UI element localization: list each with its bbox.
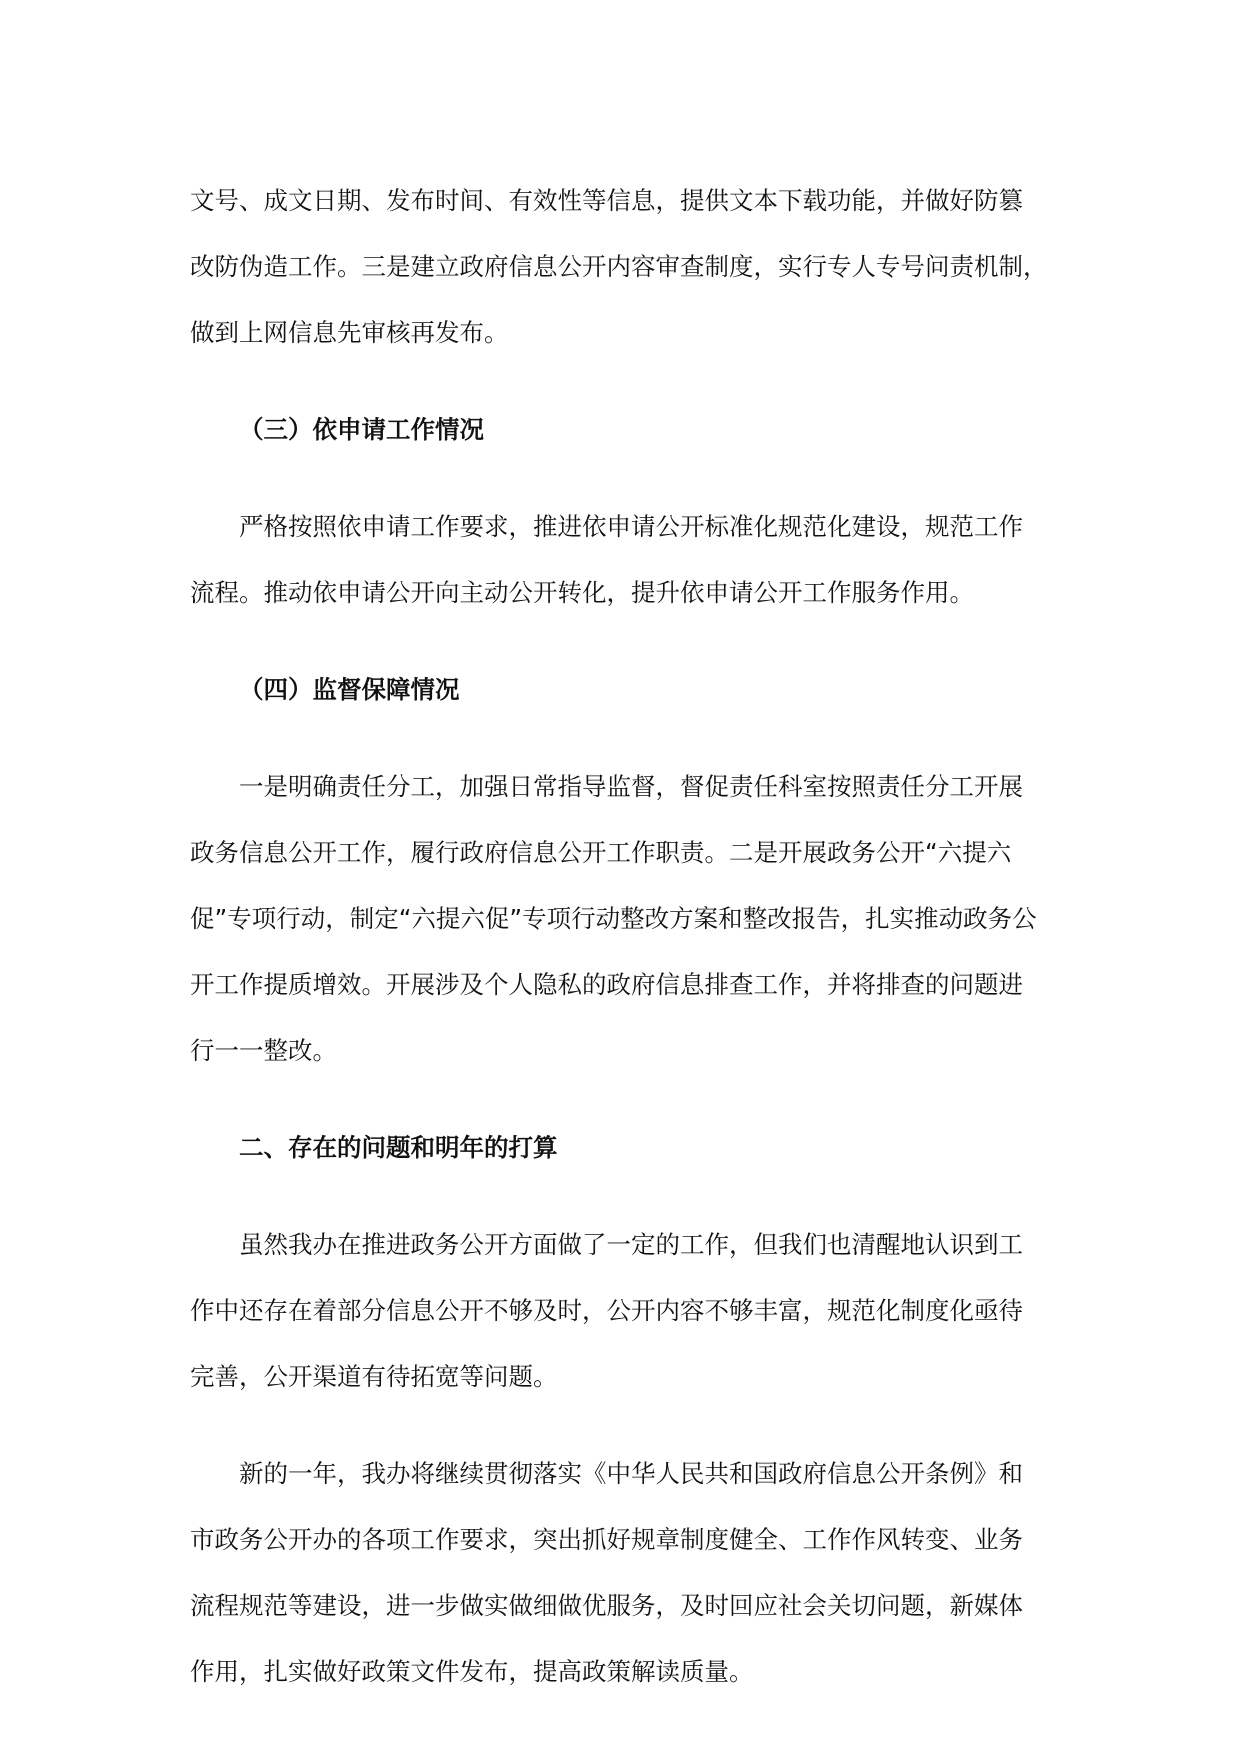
section-heading-application: （三）依申请工作情况 xyxy=(239,415,484,444)
text-line: 作用，扎实做好政策文件发布，提高政策解读质量。 xyxy=(190,1657,754,1686)
paragraph-application xyxy=(190,494,1060,626)
section-heading-problems-plans: 二、存在的问题和明年的打算 xyxy=(239,1133,558,1162)
text-line: 新的一年，我办将继续贯彻落实《中华人民共和国政府信息公开条例》和 xyxy=(239,1459,1023,1488)
text-line: 流程规范等建设，进一步做实做细做优服务，及时回应社会关切问题，新媒体 xyxy=(190,1591,1023,1620)
section-heading-supervision: （四）监督保障情况 xyxy=(239,675,460,704)
text-line: 一是明确责任分工，加强日常指导监督，督促责任科室按照责任分工开展 xyxy=(239,772,1023,801)
text-line: 流程。推动依申请公开向主动公开转化，提升依申请公开工作服务作用。 xyxy=(190,578,974,607)
paragraph-continued xyxy=(190,168,1060,366)
text-line: 严格按照依申请工作要求，推进依申请公开标准化规范化建设，规范工作 xyxy=(239,512,1023,541)
text-line: 改防伪造工作。三是建立政府信息公开内容审查制度，实行专人专号问责机制， xyxy=(190,252,1048,281)
paragraph-problems xyxy=(190,1212,1060,1410)
text-line: 政务信息公开工作，履行政府信息公开工作职责。二是开展政务公开“六提六 xyxy=(190,838,1012,867)
text-line: 作中还存在着部分信息公开不够及时，公开内容不够丰富，规范化制度化亟待 xyxy=(190,1296,1023,1325)
document-body xyxy=(190,168,1060,1736)
text-line: 做到上网信息先审核再发布。 xyxy=(190,318,509,347)
paragraph-plans xyxy=(190,1441,1060,1705)
text-line: 促”专项行动，制定“六提六促”专项行动整改方案和整改报告，扎实推动政务公 xyxy=(190,904,1037,933)
text-line: 虽然我办在推进政务公开方面做了一定的工作，但我们也清醒地认识到工 xyxy=(239,1230,1023,1259)
paragraph-supervision xyxy=(190,754,1060,1084)
text-line: 开工作提质增效。开展涉及个人隐私的政府信息排查工作，并将排查的问题进 xyxy=(190,970,1023,999)
text-line: 行一一整改。 xyxy=(190,1036,337,1065)
text-line: 完善，公开渠道有待拓宽等问题。 xyxy=(190,1362,558,1391)
text-line: 文号、成文日期、发布时间、有效性等信息，提供文本下载功能，并做好防篡 xyxy=(190,186,1023,215)
text-line: 市政务公开办的各项工作要求，突出抓好规章制度健全、工作作风转变、业务 xyxy=(190,1525,1023,1554)
